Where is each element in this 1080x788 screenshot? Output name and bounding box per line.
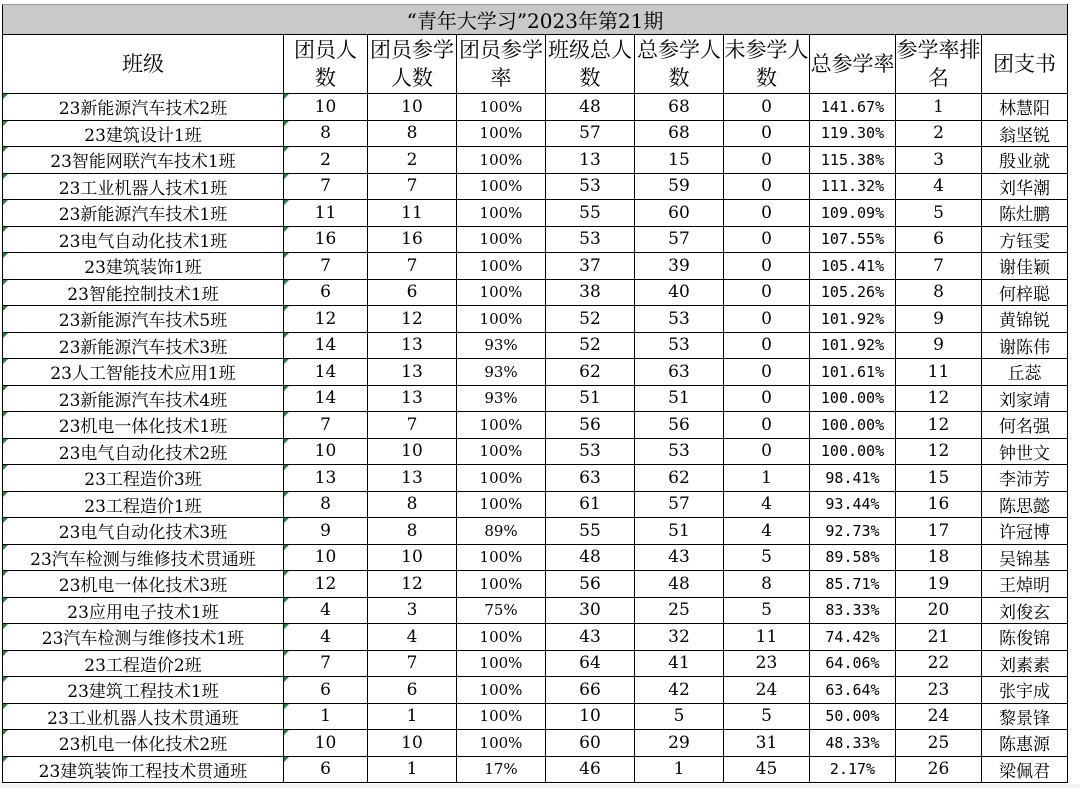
cell-class[interactable]: 23新能源汽车技术1班 <box>3 200 284 227</box>
cell-not-joined[interactable]: 31 <box>724 730 810 757</box>
cell-total-joined[interactable]: 48 <box>635 571 724 598</box>
cell-members-rate[interactable]: 100% <box>457 306 546 333</box>
table-row <box>3 385 1068 412</box>
cell-secretary[interactable]: 吴锦基 <box>982 544 1068 571</box>
cell-not-joined[interactable]: 0 <box>724 438 810 465</box>
table-row <box>3 544 1068 571</box>
cell-total-rate[interactable]: 48.33% <box>810 730 896 757</box>
cell-not-joined[interactable]: 4 <box>724 491 810 518</box>
cell-rank[interactable]: 8 <box>896 279 982 306</box>
cell-members[interactable]: 10 <box>284 438 368 465</box>
cell-rank[interactable]: 23 <box>896 677 982 704</box>
cell-total-rate[interactable]: 115.38% <box>810 147 896 174</box>
cell-rank[interactable]: 16 <box>896 491 982 518</box>
cell-not-joined[interactable]: 45 <box>724 756 810 783</box>
cell-not-joined[interactable]: 0 <box>724 253 810 280</box>
cell-total-joined[interactable]: 57 <box>635 226 724 253</box>
cell-secretary[interactable]: 谢佳颖 <box>982 253 1068 280</box>
cell-not-joined[interactable]: 4 <box>724 518 810 545</box>
cell-class-total[interactable]: 46 <box>546 756 635 783</box>
table-row <box>3 465 1068 492</box>
cell-total-joined[interactable]: 40 <box>635 279 724 306</box>
cell-members-joined[interactable]: 10 <box>368 438 457 465</box>
cell-not-joined[interactable]: 11 <box>724 624 810 651</box>
cell-class[interactable]: 23电气自动化技术3班 <box>3 518 284 545</box>
header-total-joined[interactable]: 总参学人数 <box>635 35 724 94</box>
cell-total-rate[interactable]: 111.32% <box>810 173 896 200</box>
cell-total-rate[interactable]: 74.42% <box>810 624 896 651</box>
cell-class-total[interactable]: 63 <box>546 465 635 492</box>
cell-members-joined[interactable]: 10 <box>368 544 457 571</box>
cell-members-joined[interactable]: 10 <box>368 730 457 757</box>
cell-secretary[interactable]: 黎景锋 <box>982 703 1068 730</box>
cell-total-rate[interactable]: 105.41% <box>810 253 896 280</box>
cell-rank[interactable]: 17 <box>896 518 982 545</box>
cell-total-rate[interactable]: 89.58% <box>810 544 896 571</box>
cell-rank[interactable]: 2 <box>896 120 982 147</box>
cell-members-joined[interactable]: 12 <box>368 306 457 333</box>
cell-members[interactable]: 10 <box>284 544 368 571</box>
cell-not-joined[interactable]: 0 <box>724 332 810 359</box>
cell-class[interactable]: 23机电一体化技术2班 <box>3 730 284 757</box>
cell-members-rate[interactable]: 89% <box>457 518 546 545</box>
table-row <box>3 730 1068 757</box>
cell-total-joined[interactable]: 59 <box>635 173 724 200</box>
cell-secretary[interactable]: 梁佩君 <box>982 756 1068 783</box>
cell-not-joined[interactable]: 0 <box>724 359 810 386</box>
cell-rank[interactable]: 9 <box>896 306 982 333</box>
cell-total-rate[interactable]: 109.09% <box>810 200 896 227</box>
table-row <box>3 518 1068 545</box>
cell-total-rate[interactable]: 92.73% <box>810 518 896 545</box>
cell-secretary[interactable]: 陈惠源 <box>982 730 1068 757</box>
cell-class-total[interactable]: 37 <box>546 253 635 280</box>
cell-members-rate[interactable]: 93% <box>457 332 546 359</box>
cell-members-rate[interactable]: 100% <box>457 571 546 598</box>
cell-members-joined[interactable]: 7 <box>368 253 457 280</box>
cell-members-rate[interactable]: 93% <box>457 359 546 386</box>
cell-total-rate[interactable]: 101.61% <box>810 359 896 386</box>
table-row <box>3 279 1068 306</box>
cell-total-joined[interactable]: 68 <box>635 94 724 121</box>
sheet-title[interactable]: “青年大学习”2023年第21期 <box>3 5 1068 35</box>
cell-class-total[interactable]: 62 <box>546 359 635 386</box>
cell-total-joined[interactable]: 42 <box>635 677 724 704</box>
cell-members-joined[interactable]: 6 <box>368 677 457 704</box>
cell-members-joined[interactable]: 6 <box>368 279 457 306</box>
cell-not-joined[interactable]: 0 <box>724 120 810 147</box>
cell-class-total[interactable]: 52 <box>546 306 635 333</box>
cell-members[interactable]: 1 <box>284 703 368 730</box>
header-class[interactable]: 班级 <box>3 35 284 94</box>
cell-members[interactable]: 8 <box>284 491 368 518</box>
cell-members-joined[interactable]: 16 <box>368 226 457 253</box>
cell-class-total[interactable]: 56 <box>546 412 635 439</box>
cell-class-total[interactable]: 61 <box>546 491 635 518</box>
cell-class[interactable]: 23建筑设计1班 <box>3 120 284 147</box>
cell-members[interactable]: 7 <box>284 253 368 280</box>
cell-total-joined[interactable]: 25 <box>635 597 724 624</box>
cell-secretary[interactable]: 许冠博 <box>982 518 1068 545</box>
cell-class-total[interactable]: 52 <box>546 332 635 359</box>
cell-rank[interactable]: 24 <box>896 703 982 730</box>
cell-class[interactable]: 23电气自动化技术1班 <box>3 226 284 253</box>
cell-rank[interactable]: 5 <box>896 200 982 227</box>
cell-not-joined[interactable]: 24 <box>724 677 810 704</box>
cell-total-joined[interactable]: 62 <box>635 465 724 492</box>
table-row <box>3 147 1068 174</box>
cell-members-rate[interactable]: 100% <box>457 677 546 704</box>
cell-total-rate[interactable]: 85.71% <box>810 571 896 598</box>
cell-rank[interactable]: 21 <box>896 624 982 651</box>
cell-members[interactable]: 12 <box>284 571 368 598</box>
cell-class-total[interactable]: 30 <box>546 597 635 624</box>
cell-rank[interactable]: 6 <box>896 226 982 253</box>
cell-rank[interactable]: 25 <box>896 730 982 757</box>
cell-secretary[interactable]: 陈俊锦 <box>982 624 1068 651</box>
cell-members-rate[interactable]: 17% <box>457 756 546 783</box>
cell-not-joined[interactable]: 5 <box>724 544 810 571</box>
cell-total-rate[interactable]: 64.06% <box>810 650 896 677</box>
cell-members-rate[interactable]: 100% <box>457 624 546 651</box>
cell-total-rate[interactable]: 93.44% <box>810 491 896 518</box>
table-row <box>3 703 1068 730</box>
cell-rank[interactable]: 18 <box>896 544 982 571</box>
cell-members-joined[interactable]: 13 <box>368 465 457 492</box>
cell-members-rate[interactable]: 100% <box>457 650 546 677</box>
header-secretary[interactable]: 团支书 <box>982 35 1068 94</box>
cell-members[interactable]: 14 <box>284 359 368 386</box>
cell-members[interactable]: 11 <box>284 200 368 227</box>
cell-members[interactable]: 7 <box>284 650 368 677</box>
header-class-total[interactable]: 班级总人数 <box>546 35 635 94</box>
cell-members[interactable]: 10 <box>284 730 368 757</box>
cell-total-joined[interactable]: 32 <box>635 624 724 651</box>
cell-members-joined[interactable]: 10 <box>368 94 457 121</box>
cell-total-joined[interactable]: 53 <box>635 332 724 359</box>
cell-not-joined[interactable]: 0 <box>724 200 810 227</box>
cell-members-joined[interactable]: 12 <box>368 571 457 598</box>
table-row <box>3 200 1068 227</box>
cell-total-rate[interactable]: 63.64% <box>810 677 896 704</box>
cell-class[interactable]: 23新能源汽车技术4班 <box>3 385 284 412</box>
cell-secretary[interactable]: 王焯明 <box>982 571 1068 598</box>
cell-members-rate[interactable]: 100% <box>457 120 546 147</box>
cell-total-joined[interactable]: 1 <box>635 756 724 783</box>
cell-total-joined[interactable]: 57 <box>635 491 724 518</box>
cell-rank[interactable]: 15 <box>896 465 982 492</box>
participation-table <box>2 4 1068 783</box>
cell-total-rate[interactable]: 119.30% <box>810 120 896 147</box>
cell-rank[interactable]: 9 <box>896 332 982 359</box>
cell-members[interactable]: 6 <box>284 279 368 306</box>
cell-not-joined[interactable]: 0 <box>724 147 810 174</box>
table-row <box>3 226 1068 253</box>
cell-total-joined[interactable]: 5 <box>635 703 724 730</box>
cell-total-joined[interactable]: 41 <box>635 650 724 677</box>
cell-class-total[interactable]: 55 <box>546 200 635 227</box>
cell-total-rate[interactable]: 2.17% <box>810 756 896 783</box>
cell-members-rate[interactable]: 100% <box>457 465 546 492</box>
table-row <box>3 677 1068 704</box>
cell-not-joined[interactable]: 1 <box>724 465 810 492</box>
table-row <box>3 597 1068 624</box>
cell-total-rate[interactable]: 98.41% <box>810 465 896 492</box>
cell-class-total[interactable]: 48 <box>546 544 635 571</box>
cell-not-joined[interactable]: 8 <box>724 571 810 598</box>
cell-class[interactable]: 23建筑工程技术1班 <box>3 677 284 704</box>
table-row <box>3 332 1068 359</box>
table-row <box>3 624 1068 651</box>
cell-class-total[interactable]: 48 <box>546 94 635 121</box>
cell-total-joined[interactable]: 39 <box>635 253 724 280</box>
cell-class-total[interactable]: 56 <box>546 571 635 598</box>
cell-rank[interactable]: 4 <box>896 173 982 200</box>
cell-members-joined[interactable]: 8 <box>368 518 457 545</box>
cell-members-joined[interactable]: 4 <box>368 624 457 651</box>
cell-class[interactable]: 23机电一体化技术1班 <box>3 412 284 439</box>
cell-secretary[interactable]: 丘蕊 <box>982 359 1068 386</box>
cell-secretary[interactable]: 林慧阳 <box>982 94 1068 121</box>
cell-rank[interactable]: 3 <box>896 147 982 174</box>
cell-secretary[interactable]: 殷业就 <box>982 147 1068 174</box>
table-row <box>3 253 1068 280</box>
cell-members-joined[interactable]: 7 <box>368 650 457 677</box>
cell-members-joined[interactable]: 13 <box>368 359 457 386</box>
cell-total-joined[interactable]: 15 <box>635 147 724 174</box>
cell-rank[interactable]: 20 <box>896 597 982 624</box>
cell-members-rate[interactable]: 100% <box>457 491 546 518</box>
cell-rank[interactable]: 22 <box>896 650 982 677</box>
cell-total-joined[interactable]: 53 <box>635 438 724 465</box>
cell-rank[interactable]: 12 <box>896 385 982 412</box>
cell-rank[interactable]: 26 <box>896 756 982 783</box>
cell-secretary[interactable]: 钟世文 <box>982 438 1068 465</box>
sheet-bottom-edge <box>0 784 1080 788</box>
cell-members-rate[interactable]: 100% <box>457 226 546 253</box>
cell-members-rate[interactable]: 100% <box>457 173 546 200</box>
cell-members-joined[interactable]: 7 <box>368 173 457 200</box>
cell-not-joined[interactable]: 0 <box>724 94 810 121</box>
cell-class-total[interactable]: 10 <box>546 703 635 730</box>
table-row <box>3 359 1068 386</box>
cell-total-joined[interactable]: 68 <box>635 120 724 147</box>
cell-rank[interactable]: 12 <box>896 438 982 465</box>
cell-members[interactable]: 4 <box>284 597 368 624</box>
cell-members[interactable]: 12 <box>284 306 368 333</box>
cell-class[interactable]: 23新能源汽车技术3班 <box>3 332 284 359</box>
cell-members-rate[interactable]: 100% <box>457 730 546 757</box>
cell-rank[interactable]: 7 <box>896 253 982 280</box>
cell-total-joined[interactable]: 29 <box>635 730 724 757</box>
cell-class-total[interactable]: 38 <box>546 279 635 306</box>
cell-class[interactable]: 23建筑装饰工程技术贯通班 <box>3 756 284 783</box>
cell-class[interactable]: 23工业机器人技术贯通班 <box>3 703 284 730</box>
cell-members-rate[interactable]: 100% <box>457 94 546 121</box>
cell-class-total[interactable]: 13 <box>546 147 635 174</box>
table-row <box>3 491 1068 518</box>
cell-secretary[interactable]: 刘家靖 <box>982 385 1068 412</box>
cell-class[interactable]: 23电气自动化技术2班 <box>3 438 284 465</box>
cell-members[interactable]: 9 <box>284 518 368 545</box>
cell-members[interactable]: 2 <box>284 147 368 174</box>
cell-total-joined[interactable]: 56 <box>635 412 724 439</box>
cell-members-rate[interactable]: 100% <box>457 279 546 306</box>
cell-not-joined[interactable]: 5 <box>724 703 810 730</box>
cell-rank[interactable]: 19 <box>896 571 982 598</box>
cell-rank[interactable]: 12 <box>896 412 982 439</box>
cell-rank[interactable]: 1 <box>896 94 982 121</box>
cell-not-joined[interactable]: 0 <box>724 385 810 412</box>
cell-class-total[interactable]: 57 <box>546 120 635 147</box>
header-members[interactable]: 团员人数 <box>284 35 368 94</box>
cell-not-joined[interactable]: 0 <box>724 412 810 439</box>
cell-members-rate[interactable]: 93% <box>457 385 546 412</box>
cell-class[interactable]: 23汽车检测与维修技术贯通班 <box>3 544 284 571</box>
cell-total-rate[interactable]: 100.00% <box>810 412 896 439</box>
cell-class[interactable]: 23智能控制技术1班 <box>3 279 284 306</box>
cell-total-rate[interactable]: 141.67% <box>810 94 896 121</box>
cell-secretary[interactable]: 刘华潮 <box>982 173 1068 200</box>
cell-members[interactable]: 13 <box>284 465 368 492</box>
cell-class[interactable]: 23工程造价1班 <box>3 491 284 518</box>
cell-members-rate[interactable]: 100% <box>457 544 546 571</box>
cell-total-joined[interactable]: 43 <box>635 544 724 571</box>
cell-class-total[interactable]: 53 <box>546 226 635 253</box>
cell-members[interactable]: 14 <box>284 332 368 359</box>
cell-members[interactable]: 8 <box>284 120 368 147</box>
cell-secretary[interactable]: 陈思懿 <box>982 491 1068 518</box>
cell-total-rate[interactable]: 100.00% <box>810 385 896 412</box>
header-rank[interactable]: 参学率排名 <box>896 35 982 94</box>
table-row <box>3 306 1068 333</box>
cell-not-joined[interactable]: 0 <box>724 279 810 306</box>
cell-members-joined[interactable]: 1 <box>368 703 457 730</box>
cell-members-joined[interactable]: 2 <box>368 147 457 174</box>
cell-secretary[interactable]: 黄锦锐 <box>982 306 1068 333</box>
cell-class[interactable]: 23新能源汽车技术5班 <box>3 306 284 333</box>
header-total-rate[interactable]: 总参学率 <box>810 35 896 94</box>
header-members-rate[interactable]: 团员参学率 <box>457 35 546 94</box>
cell-not-joined[interactable]: 0 <box>724 173 810 200</box>
cell-class-total[interactable]: 55 <box>546 518 635 545</box>
cell-class[interactable]: 23应用电子技术1班 <box>3 597 284 624</box>
cell-not-joined[interactable]: 5 <box>724 597 810 624</box>
cell-total-joined[interactable]: 63 <box>635 359 724 386</box>
cell-class-total[interactable]: 66 <box>546 677 635 704</box>
cell-secretary[interactable]: 刘俊玄 <box>982 597 1068 624</box>
cell-class[interactable]: 23人工智能技术应用1班 <box>3 359 284 386</box>
cell-class-total[interactable]: 53 <box>546 173 635 200</box>
header-not-joined[interactable]: 未参学人数 <box>724 35 810 94</box>
cell-members-joined[interactable]: 1 <box>368 756 457 783</box>
cell-total-rate[interactable]: 107.55% <box>810 226 896 253</box>
cell-members-joined[interactable]: 13 <box>368 385 457 412</box>
cell-class[interactable]: 23工程造价3班 <box>3 465 284 492</box>
cell-total-joined[interactable]: 51 <box>635 385 724 412</box>
cell-members-rate[interactable]: 75% <box>457 597 546 624</box>
cell-members[interactable]: 4 <box>284 624 368 651</box>
table-row <box>3 650 1068 677</box>
cell-secretary[interactable]: 刘素素 <box>982 650 1068 677</box>
cell-total-rate[interactable]: 83.33% <box>810 597 896 624</box>
cell-not-joined[interactable]: 0 <box>724 226 810 253</box>
cell-members-joined[interactable]: 8 <box>368 491 457 518</box>
cell-members[interactable]: 7 <box>284 412 368 439</box>
table-row <box>3 571 1068 598</box>
table-row <box>3 173 1068 200</box>
table-row <box>3 94 1068 121</box>
cell-total-joined[interactable]: 60 <box>635 200 724 227</box>
cell-class[interactable]: 23智能网联汽车技术1班 <box>3 147 284 174</box>
table-row <box>3 412 1068 439</box>
cell-members[interactable]: 6 <box>284 756 368 783</box>
cell-class[interactable]: 23建筑装饰1班 <box>3 253 284 280</box>
cell-members-rate[interactable]: 100% <box>457 703 546 730</box>
cell-members-joined[interactable]: 3 <box>368 597 457 624</box>
cell-secretary[interactable]: 谢陈伟 <box>982 332 1068 359</box>
cell-total-rate[interactable]: 50.00% <box>810 703 896 730</box>
cell-class-total[interactable]: 53 <box>546 438 635 465</box>
cell-members-joined[interactable]: 7 <box>368 412 457 439</box>
cell-total-rate[interactable]: 100.00% <box>810 438 896 465</box>
table-row <box>3 120 1068 147</box>
cell-total-rate[interactable]: 105.26% <box>810 279 896 306</box>
header-members-joined[interactable]: 团员参学人数 <box>368 35 457 94</box>
cell-total-rate[interactable]: 101.92% <box>810 332 896 359</box>
cell-secretary[interactable]: 翁坚锐 <box>982 120 1068 147</box>
cell-members-joined[interactable]: 8 <box>368 120 457 147</box>
cell-members[interactable]: 16 <box>284 226 368 253</box>
cell-members-rate[interactable]: 100% <box>457 438 546 465</box>
cell-secretary[interactable]: 方钰雯 <box>982 226 1068 253</box>
cell-members-rate[interactable]: 100% <box>457 147 546 174</box>
cell-not-joined[interactable]: 0 <box>724 306 810 333</box>
cell-class[interactable]: 23工程造价2班 <box>3 650 284 677</box>
cell-secretary[interactable]: 何梓聪 <box>982 279 1068 306</box>
cell-secretary[interactable]: 陈灶鹏 <box>982 200 1068 227</box>
table-row <box>3 438 1068 465</box>
cell-rank[interactable]: 11 <box>896 359 982 386</box>
cell-class-total[interactable]: 64 <box>546 650 635 677</box>
cell-class-total[interactable]: 60 <box>546 730 635 757</box>
cell-not-joined[interactable]: 23 <box>724 650 810 677</box>
cell-class[interactable]: 23工业机器人技术1班 <box>3 173 284 200</box>
cell-secretary[interactable]: 李沛芳 <box>982 465 1068 492</box>
cell-secretary[interactable]: 张宇成 <box>982 677 1068 704</box>
cell-members-rate[interactable]: 100% <box>457 200 546 227</box>
cell-members[interactable]: 6 <box>284 677 368 704</box>
cell-class[interactable]: 23新能源汽车技术2班 <box>3 94 284 121</box>
cell-total-joined[interactable]: 53 <box>635 306 724 333</box>
cell-members-joined[interactable]: 13 <box>368 332 457 359</box>
cell-members[interactable]: 10 <box>284 94 368 121</box>
cell-members-rate[interactable]: 100% <box>457 412 546 439</box>
cell-class[interactable]: 23汽车检测与维修技术1班 <box>3 624 284 651</box>
cell-total-rate[interactable]: 101.92% <box>810 306 896 333</box>
cell-members-rate[interactable]: 100% <box>457 253 546 280</box>
cell-total-joined[interactable]: 51 <box>635 518 724 545</box>
cell-class[interactable]: 23机电一体化技术3班 <box>3 571 284 598</box>
cell-members-joined[interactable]: 11 <box>368 200 457 227</box>
cell-secretary[interactable]: 何名强 <box>982 412 1068 439</box>
cell-members[interactable]: 7 <box>284 173 368 200</box>
cell-members[interactable]: 14 <box>284 385 368 412</box>
cell-class-total[interactable]: 51 <box>546 385 635 412</box>
table-row <box>3 756 1068 783</box>
cell-class-total[interactable]: 43 <box>546 624 635 651</box>
